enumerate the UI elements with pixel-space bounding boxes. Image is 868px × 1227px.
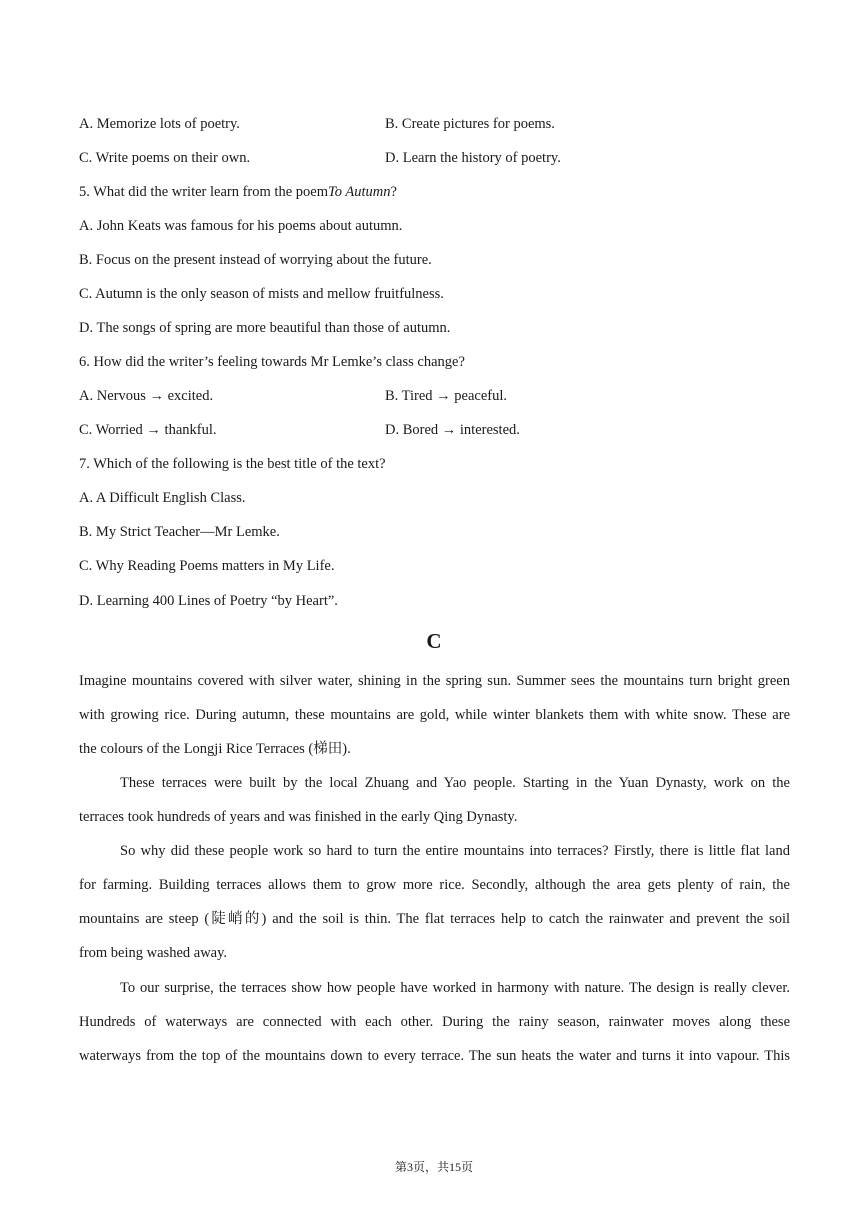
q7-option-c: C. Why Reading Poems matters in My Life. [79, 558, 335, 574]
paragraph-line: for farming. Building terraces allows them to grow more rice. Secondly, although the area gets plenty of rain, the [79, 877, 790, 893]
page-number-footer: 第3页，共15页 [394, 1160, 473, 1174]
passage-paragraph-1 [79, 672, 790, 774]
q5-option-c: C. Autumn is the only season of mists and mellow fruitfulness. [79, 286, 444, 302]
paragraph-line: To our surprise, the terraces show how people have worked in harmony with nature. The design is really clever. [120, 980, 790, 996]
q5-option-a: A. John Keats was famous for his poems about autumn. [79, 218, 403, 234]
section-heading: C [426, 629, 442, 653]
q6-stem: 6. How did the writer’s feeling towards Mr Lemke’s class change? [79, 354, 465, 370]
q5-option-b: B. Focus on the present instead of worrying about the future. [79, 252, 432, 268]
passage-paragraph-4 [79, 979, 790, 1081]
q5-stem-suffix: ? [390, 184, 397, 200]
q6-option-c: C. Worried → thankful. [79, 422, 217, 438]
paragraph-line: These terraces were built by the local Zhuang and Yao people. Starting in the Yuan Dynasty, work on the [120, 775, 790, 791]
q4-option-b: B. Create pictures for poems. [385, 116, 555, 132]
q7-option-a: A. A Difficult English Class. [79, 490, 246, 506]
paragraph-line: So why did these people work so hard to turn the entire mountains into terraces? Firstly, there is little flat land [120, 843, 790, 859]
q4-option-d: D. Learn the history of poetry. [385, 150, 561, 166]
q5-stem-prefix: 5. What did the writer learn from the poem [79, 184, 328, 200]
paragraph-line: terraces took hundreds of years and was finished in the early Qing Dynasty. [79, 809, 518, 825]
passage-paragraph-3 [79, 842, 790, 978]
q4-option-a: A. Memorize lots of poetry. [79, 116, 240, 132]
q7-option-d: D. Learning 400 Lines of Poetry “by Heart”. [79, 593, 338, 609]
paragraph-line: Imagine mountains covered with silver water, shining in the spring sun. Summer sees the mountains turn bright green [79, 673, 790, 689]
q4-option-c: C. Write poems on their own. [79, 150, 251, 166]
q7-stem: 7. Which of the following is the best title of the text? [79, 456, 386, 472]
paragraph-line: waterways from the top of the mountains down to every terrace. The sun heats the water and turns it into vapour. This [79, 1048, 790, 1064]
q5-stem [79, 183, 397, 201]
paragraph-line: from being washed away. [79, 945, 228, 961]
q7-option-b: B. My Strict Teacher—Mr Lemke. [79, 524, 280, 540]
paragraph-line: the colours of the Longji Rice Terraces (梯田). [79, 741, 351, 757]
paragraph-line: with growing rice. During autumn, these mountains are gold, while winter blankets them with white snow. These are [79, 707, 790, 723]
q6-option-a: A. Nervous → excited. [79, 388, 214, 404]
q6-option-b: B. Tired → peaceful. [385, 388, 508, 404]
q5-poem-title: To Autumn [327, 184, 391, 200]
paragraph-line: mountains are steep (陡峭的) and the soil is thin. The flat terraces help to catch the rainwater and prevent the soil [79, 911, 790, 927]
q6-option-d: D. Bored → interested. [385, 422, 520, 438]
passage-paragraph-2 [79, 774, 790, 842]
q5-option-d: D. The songs of spring are more beautiful than those of autumn. [79, 320, 451, 336]
paragraph-line: Hundreds of waterways are connected with each other. During the rainy season, rainwater moves along these [79, 1014, 790, 1030]
